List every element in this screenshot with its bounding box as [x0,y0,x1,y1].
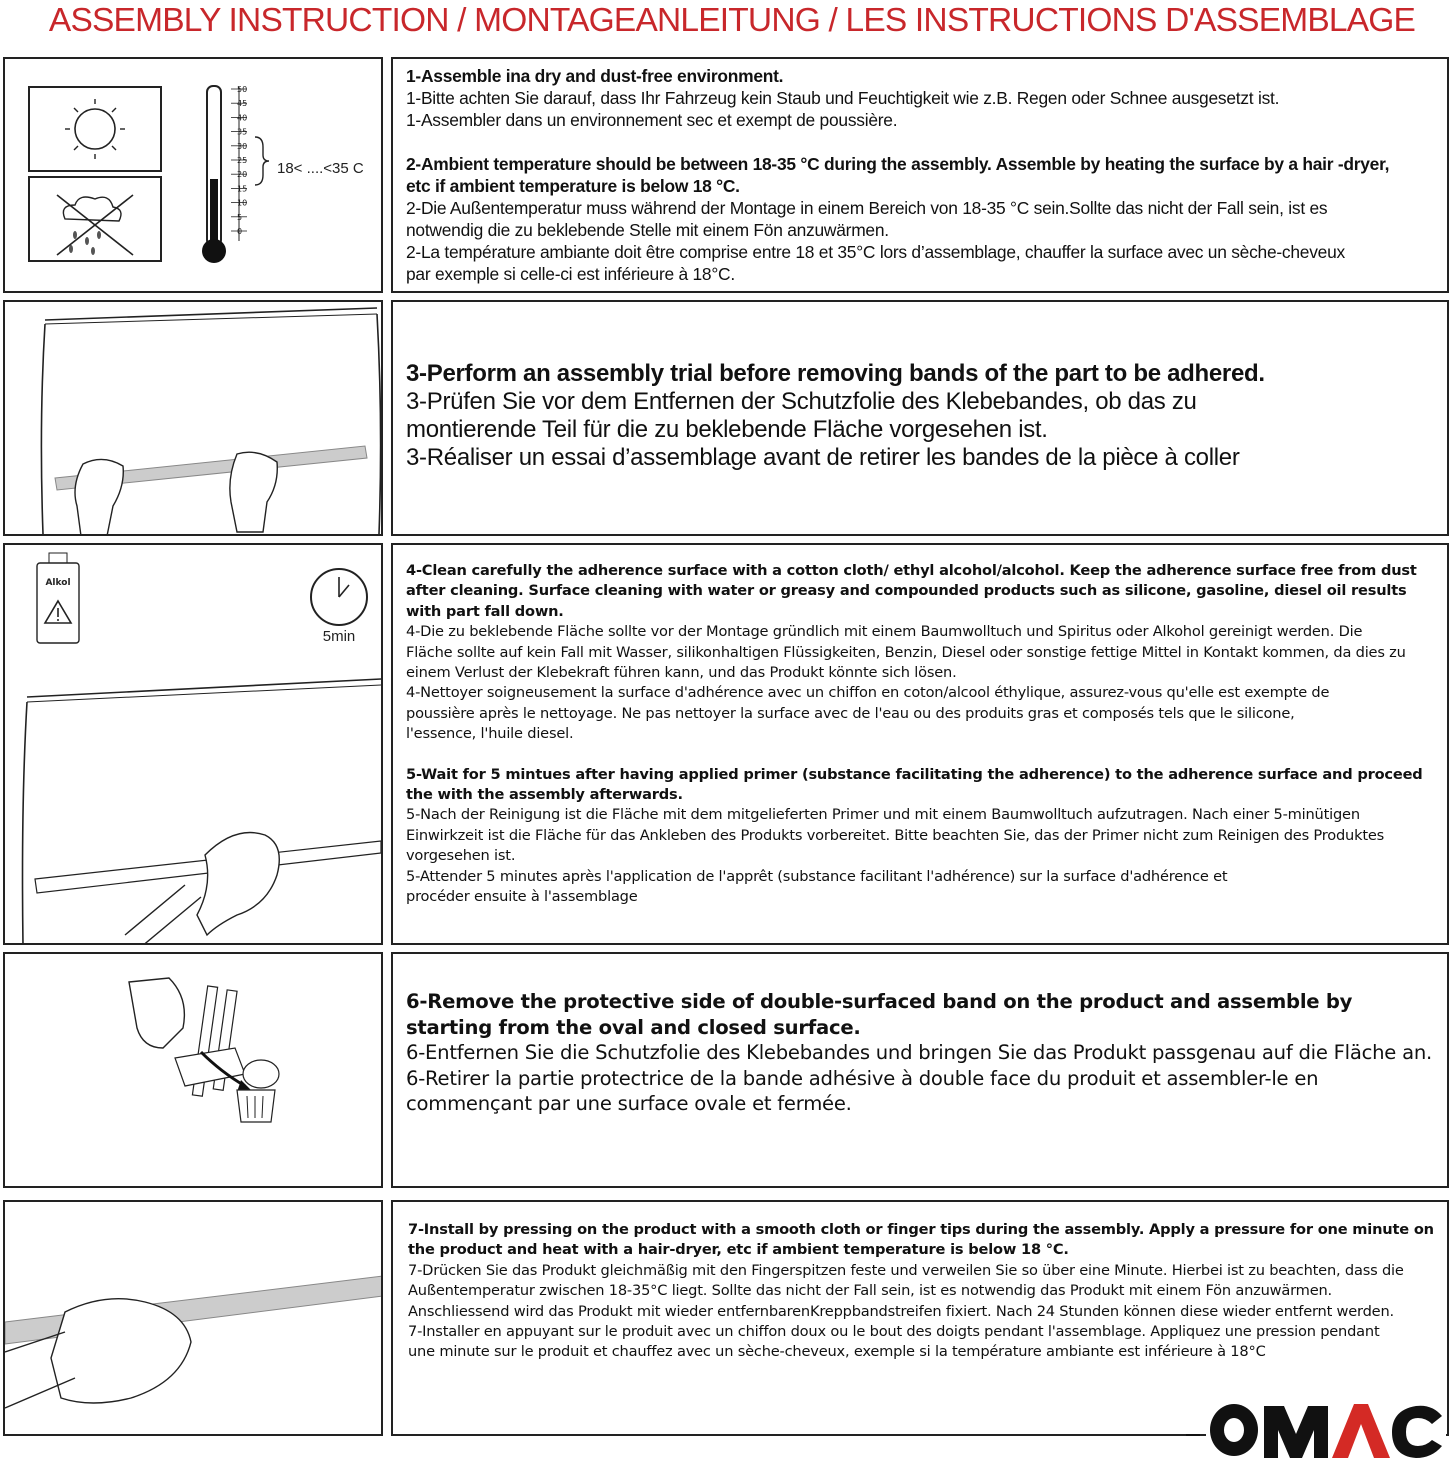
step3-de: 3-Prüfen Sie vor dem Entfernen der Schutzfolie des Klebebandes, ob das zu montierende Teil für die zu beklebende Fläche vorgesehen ist. [406,388,1197,443]
step7-illustration-panel [3,1200,383,1436]
right-hand-icon [230,452,277,532]
thermo-tick-label: 20 [237,170,248,180]
left-hand-icon [75,459,123,536]
step5-fr: 5-Attender 5 minutes après l'application de l'apprêt (substance facilitant l'adhérence) sur la surface d'adhérence et procéder ensuite à l'assemblage [406,867,1228,906]
thermo-tick-label: 30 [237,141,248,151]
step5-de: 5-Nach der Reinigung ist die Fläche mit dem mitgelieferten Primer und mit einem Baumwolltuch aufzutragen. Nach einer 5-minütigen Einwirkzeit ist die Fläche für das Ankleben des Produkts vorbereitet. Bitte beachten Sie, das der Primer nicht zum Reinigen des Produktes vorgesehen ist. [406,806,1385,865]
logo-divider [1186,1434,1200,1436]
step4-de: 4-Die zu beklebende Fläche sollte vor der Montage gründlich mit einem Baumwolltuch und Spiritus oder Alkohol gereinigt werden. Die Fläche sollte auf kein Fall mit Wasser, silikonhaltigen Flüssigkeiten, Benzin, Diesel oder sonstige fettige Mittel in Kontakt kommen, da dies zu einem Verlust der Klebekraft führen kann, und das Produkt könnte sich lösen. [406,623,1406,682]
step4-5-illustration-panel [3,543,383,945]
weather-thermometer-illustration [5,59,383,293]
step7-de: 7-Drücken Sie das Produkt gleichmäßig mit den Fingerspitzen feste und verweilen Sie so über eine Minute. Hierbei ist zu beachten, dass die Außentemperatur zwischen 18-35°C liegt. Sollte das nicht der Fall sein, ist es notwendig das Produkt mit einem Fön anzuwärmen. Anschliessend wird das Produkt mit wieder entfernbarenKreppbandstreifen fixiert. Nach 24 Stunden können diese wieder entfernt werden. [408,1261,1404,1320]
step3-fr: 3-Réaliser un essai d’assemblage avant de retirer les bandes de la pièce à coller [406,444,1240,471]
step1-2-text-panel [391,57,1449,293]
step1-de: 1-Bitte achten Sie darauf, dass Ihr Fahrzeug kein Staub und Feuchtigkeit wie z.B. Regen oder Schnee ausgesetzt ist. [406,88,1280,108]
thermo-tick-label: 35 [237,127,248,137]
cloud-icon [63,197,121,221]
step7-fr: 7-Installer en appuyant sur le produit avec un chiffon doux ou le bout des doigts pendant l'assemblage. Appliquez une pression pendant une minute sur le produit et chauffez avec un sèche-cheveux, exemple si la température ambiante est inférieure à 18°C [408,1323,1380,1361]
step7-en: 7-Install by pressing on the product with a smooth cloth or finger tips during the assembly. Apply a pressure for one minute on the product and heat with a hair-dryer, etc if ambient temperature is below 18 °C. [408,1221,1434,1259]
step6-fr: 6-Retirer la partie protectrice de la bande adhésive à double face du produit et assembler-le en commençant par une surface ovale et fermée. [406,1066,1319,1115]
step6-de: 6-Entfernen Sie die Schutzfolie des Klebebandes und bringen Sie das Produkt passgenau auf die Fläche an. [406,1041,1432,1064]
step6-en: 6-Remove the protective side of double-surfaced band on the product and assemble by starting from the oval and closed surface. [406,990,1353,1039]
step4-5-text-panel [391,543,1449,945]
press-install-illustration [5,1202,383,1436]
timer-label: 5min [322,628,356,645]
step1-en: 1-Assemble ina dry and dust-free environment. [406,66,784,86]
step1-fr: 1-Assembler dans un environnement sec et exempt de poussière. [406,110,898,130]
alcohol-bottle-icon [37,563,79,643]
logo-text [1206,1394,1207,1395]
thermo-tick-label: 45 [237,99,248,109]
cloth-hand-icon [51,1299,191,1403]
thermo-tick-label: 0 [237,227,243,236]
step1-illustration-panel [3,57,383,293]
step3-en: 3-Perform an assembly trial before removing bands of the part to be adhered. [406,360,1265,387]
thermo-tick-label: 5 [237,212,243,222]
thermo-tick-label: 50 [237,85,248,94]
step6-text-panel [391,952,1449,1188]
step6-illustration-panel [3,952,383,1188]
remove-tape-illustration [5,954,383,1188]
sun-icon [75,109,115,149]
step4-en: 4-Clean carefully the adherence surface with a cotton cloth/ ethyl alcohol/alcohol. Keep the adherence surface free from dust after cleaning. Surface cleaning with water or greasy and compounded products such as silicone, gasoline, diesel oil results with part fall down. [406,562,1417,620]
cloth-hand-icon [197,833,279,936]
step5-en: 5-Wait for 5 mintues after having applied primer (substance facilitating the adherence) to the adherence surface and proceed the with the assembly afterwards. [406,765,1423,804]
step2-de: 2-Die Außentemperatur muss während der Montage in einem Bereich von 18-35 °C sein.Sollte das nicht der Fall sein, ist es notwendig die zu beklebende Stelle mit einem Fön anzuwärmen. [406,198,1328,240]
hand-icon [129,978,184,1048]
thermo-tick-label: 25 [237,156,248,165]
bottle-label: Alkol [45,578,71,588]
step4-fr: 4-Nettoyer soigneusement la surface d'adhérence avec un chiffon en coton/alcool éthylique, assurez-vous qu'elle est exempte de poussière après le nettoyage. Ne pas nettoyer la surface avec de l'eau ou des produits gras et composés tels que le silicone, l'essence, l'huile diesel. [406,684,1330,743]
thermo-tick-label: 15 [237,184,248,194]
page-title: ASSEMBLY INSTRUCTION / MONTAGEANLEITUNG / LES INSTRUCTIONS D'ASSEMBLAGE [48,2,1416,39]
thermo-tick-label: 10 [237,198,248,208]
trial-fit-illustration [5,302,383,536]
step3-illustration-panel [3,300,383,536]
step3-text-panel [391,300,1449,536]
step2-fr: 2-La température ambiante doit être comprise entre 18 et 35°C lors d’assemblage, chauffer la surface avec un sèche-cheveux par exemple si celle-ci est inférieure à 18°C. [406,242,1345,284]
trash-bin-icon [237,1090,275,1122]
omac-logo [1206,1394,1446,1462]
temperature-range-label: 18< ....<35 C [277,160,364,177]
thermo-tick-label: 40 [237,113,248,123]
cleaning-illustration [5,545,383,945]
step2-en: 2-Ambient temperature should be between 18-35 °C during the assembly. Assemble by heating the surface by a hair -dryer, etc if ambient temperature is below 18 °C. [406,154,1390,196]
